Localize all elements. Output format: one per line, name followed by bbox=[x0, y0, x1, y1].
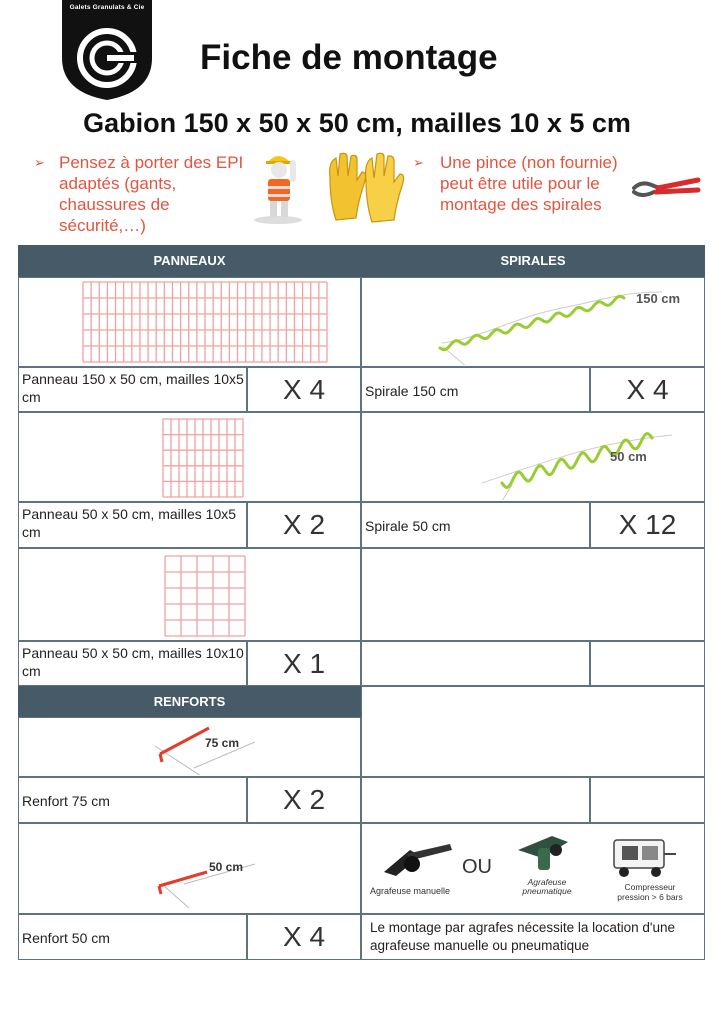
empty-cell bbox=[361, 777, 590, 823]
spirale-150-dim: 150 cm bbox=[636, 291, 681, 306]
plier-icon bbox=[630, 174, 702, 204]
panneau-3-qty: X 1 bbox=[247, 641, 361, 686]
tool-1-label: Agrafeuse manuelle bbox=[370, 886, 451, 896]
mesh-panel-square-icon bbox=[164, 555, 246, 637]
company-logo bbox=[62, 0, 152, 100]
renfort-75-image bbox=[18, 717, 361, 777]
renfort-75-label: Renfort 75 cm bbox=[18, 777, 247, 823]
agrafes-note: Le montage par agrafes nécessite la location d'une agrafeuse manuelle ou pneumatique bbox=[361, 914, 705, 960]
renfort-50-label: Renfort 50 cm bbox=[18, 914, 247, 960]
spirale-50-dim: 50 cm bbox=[610, 449, 647, 464]
tool-3-label: Compresseur pression > 6 bars bbox=[617, 882, 683, 902]
spirale-50-image bbox=[361, 412, 705, 502]
panneau-1-label: Panneau 150 x 50 cm, mailles 10x5 cm bbox=[18, 367, 247, 412]
header-spirales: SPIRALES bbox=[361, 245, 705, 277]
panneau-2-image bbox=[18, 412, 361, 502]
renfort-long-icon bbox=[19, 718, 359, 775]
panneau-3-label: Panneau 50 x 50 cm, mailles 10x10 cm bbox=[18, 641, 247, 686]
tip-pince: Une pince (non fournie) peut être utile pour le montage des spirales bbox=[440, 153, 618, 214]
header-renforts: RENFORTS bbox=[18, 686, 361, 717]
header-panneaux: PANNEAUX bbox=[18, 245, 361, 277]
gloves-icon bbox=[322, 148, 408, 226]
renfort-short-icon bbox=[19, 824, 359, 912]
panneau-2-qty: X 2 bbox=[247, 502, 361, 548]
spirale-50-label: Spirale 50 cm bbox=[361, 502, 590, 548]
ou-text: OU bbox=[462, 856, 492, 878]
panneau-1-image bbox=[18, 277, 361, 367]
agrafes-image bbox=[361, 823, 705, 914]
worker-icon bbox=[248, 150, 308, 225]
logo-text: Galets Granulats & Cie bbox=[69, 4, 145, 11]
page-title: Fiche de montage bbox=[200, 38, 498, 77]
panneau-2-label: Panneau 50 x 50 cm, mailles 10x5 cm bbox=[18, 502, 247, 548]
renfort-50-qty: X 4 bbox=[247, 914, 361, 960]
parts-table bbox=[18, 245, 705, 962]
panneau-1-qty: X 4 bbox=[247, 367, 361, 412]
renfort-50-dim: 50 cm bbox=[209, 860, 244, 874]
spirale-150-label: Spirale 150 cm bbox=[361, 367, 590, 412]
panneau-3-image bbox=[18, 548, 361, 641]
pneumatic-stapler-icon bbox=[512, 830, 582, 880]
spirale-150-qty: X 4 bbox=[590, 367, 705, 412]
empty-cell bbox=[590, 641, 705, 686]
renfort-50-image bbox=[18, 823, 361, 914]
spirale-50-qty: X 12 bbox=[590, 502, 705, 548]
manual-stapler-icon bbox=[376, 834, 456, 879]
page-subtitle: Gabion 150 x 50 x 50 cm, mailles 10 x 5 cm bbox=[83, 108, 631, 138]
tip-epi: Pensez à porter des EPI adaptés (gants, chaussures de sécurité,…) bbox=[59, 153, 244, 235]
compressor-icon bbox=[600, 832, 680, 880]
tip-arrow-icon: ➢ bbox=[34, 155, 45, 170]
renfort-75-qty: X 2 bbox=[247, 777, 361, 823]
renfort-75-dim: 75 cm bbox=[205, 736, 240, 750]
spirale-150-image bbox=[361, 277, 705, 367]
tip-arrow-icon: ➢ bbox=[413, 155, 424, 170]
mesh-panel-large-icon bbox=[82, 281, 328, 363]
tool-2-label: Agrafeuse pneumatique bbox=[522, 877, 572, 896]
spiral-short-icon bbox=[362, 413, 703, 500]
empty-cell bbox=[361, 548, 705, 641]
empty-cell bbox=[361, 641, 590, 686]
mesh-panel-small-icon bbox=[162, 418, 244, 498]
empty-cell bbox=[590, 777, 705, 823]
empty-cell bbox=[361, 686, 705, 777]
